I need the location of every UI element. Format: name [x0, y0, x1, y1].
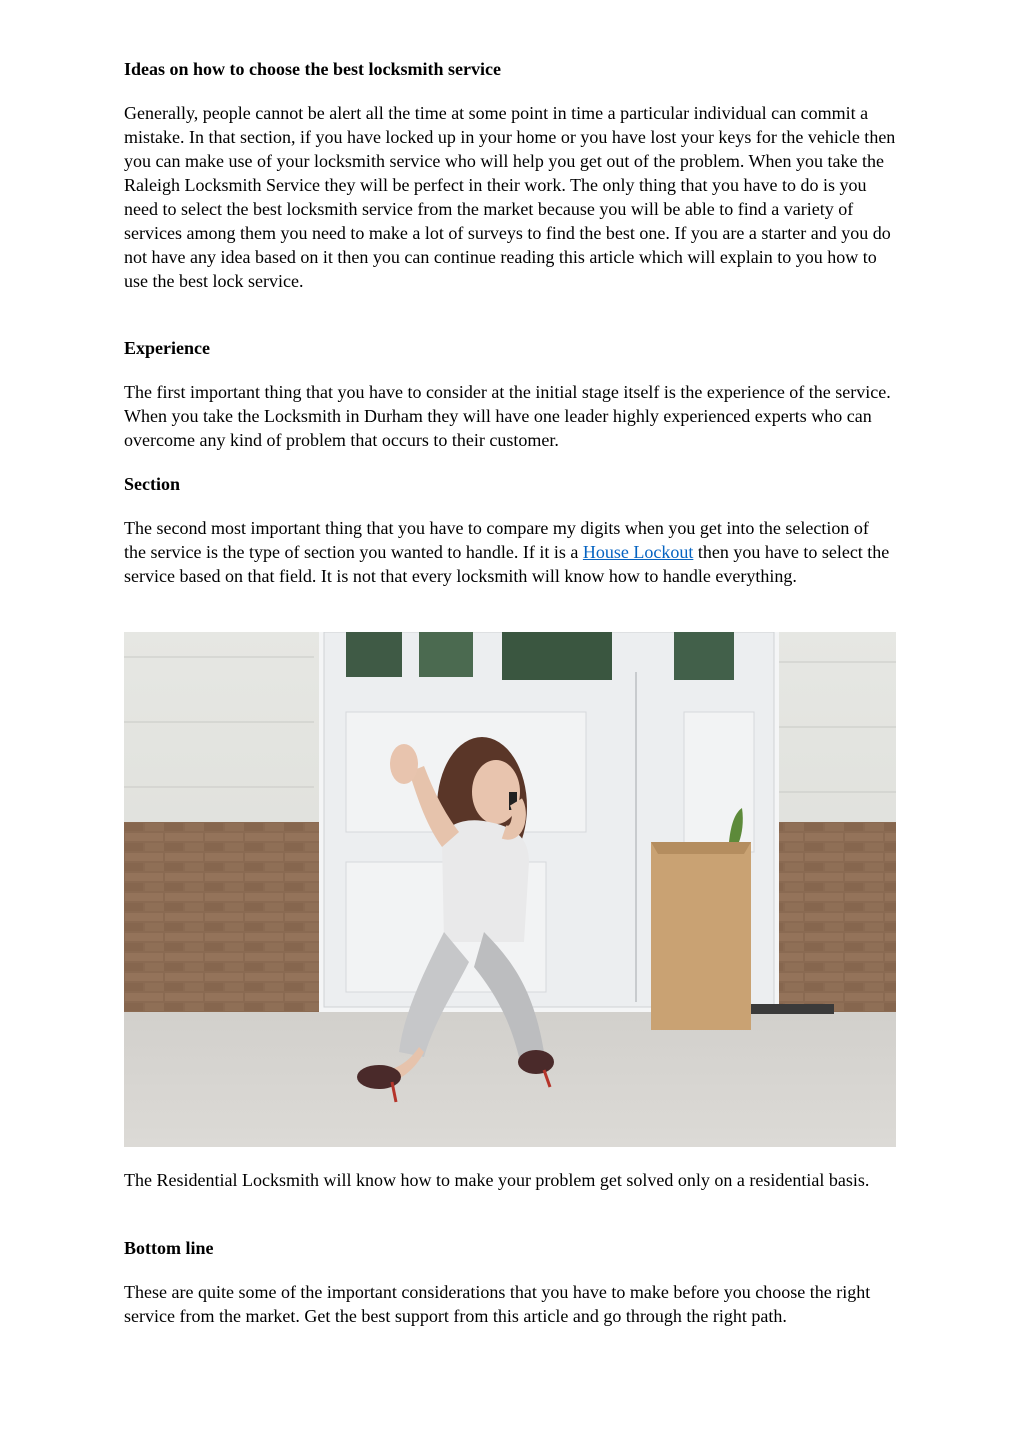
section-text-after: then you have to select the service based on that field. It is not that every locksmith will know how to handle everything. — [124, 542, 890, 586]
house-lockout-link[interactable]: House Lockout — [582, 542, 694, 562]
residential-paragraph: The Residential Locksmith will know how to make your problem get solved only on a residential basis. — [124, 1170, 870, 1190]
bottom-line-heading: Bottom line — [124, 1238, 214, 1258]
experience-paragraph: The first important thing that you have to consider at the initial stage itself is the experience of the service. When you take the Locksmith in Durham they will have one leader highly experienced experts who can overcome any kind of problem that occurs to their customer. — [124, 382, 891, 450]
experience-heading: Experience — [124, 338, 210, 358]
locked-out-woman-photo — [124, 632, 896, 1147]
section-heading: Section — [124, 474, 180, 494]
bottom-line-paragraph: These are quite some of the important considerations that you have to make before you choose the right service from the market. Get the best support from this article and go through the right path. — [124, 1282, 871, 1326]
intro-paragraph: Generally, people cannot be alert all the time at some point in time a particular individual can commit a mistake. In that section, if you have locked up in your home or you have lost your keys for the vehicle then you can make use of your locksmith service who will help you get out of the problem. When you take the Raleigh Locksmith Service they will be perfect in their work. The only thing that you have to do is you need to select the best locksmith service from the market because you will be able to find a variety of services among them you need to make a lot of surveys to find the best one. If you are a starter and you do not have any idea based on it then you can continue reading this article which will explain to you how to use the best lock service. — [124, 103, 896, 291]
section-text-before: The second most important thing that you have to compare my digits when you get into the selection of the service is the type of section you wanted to handle. If it is a — [124, 518, 869, 562]
article-title: Ideas on how to choose the best locksmith service — [124, 59, 501, 79]
section-paragraph — [124, 516, 894, 588]
